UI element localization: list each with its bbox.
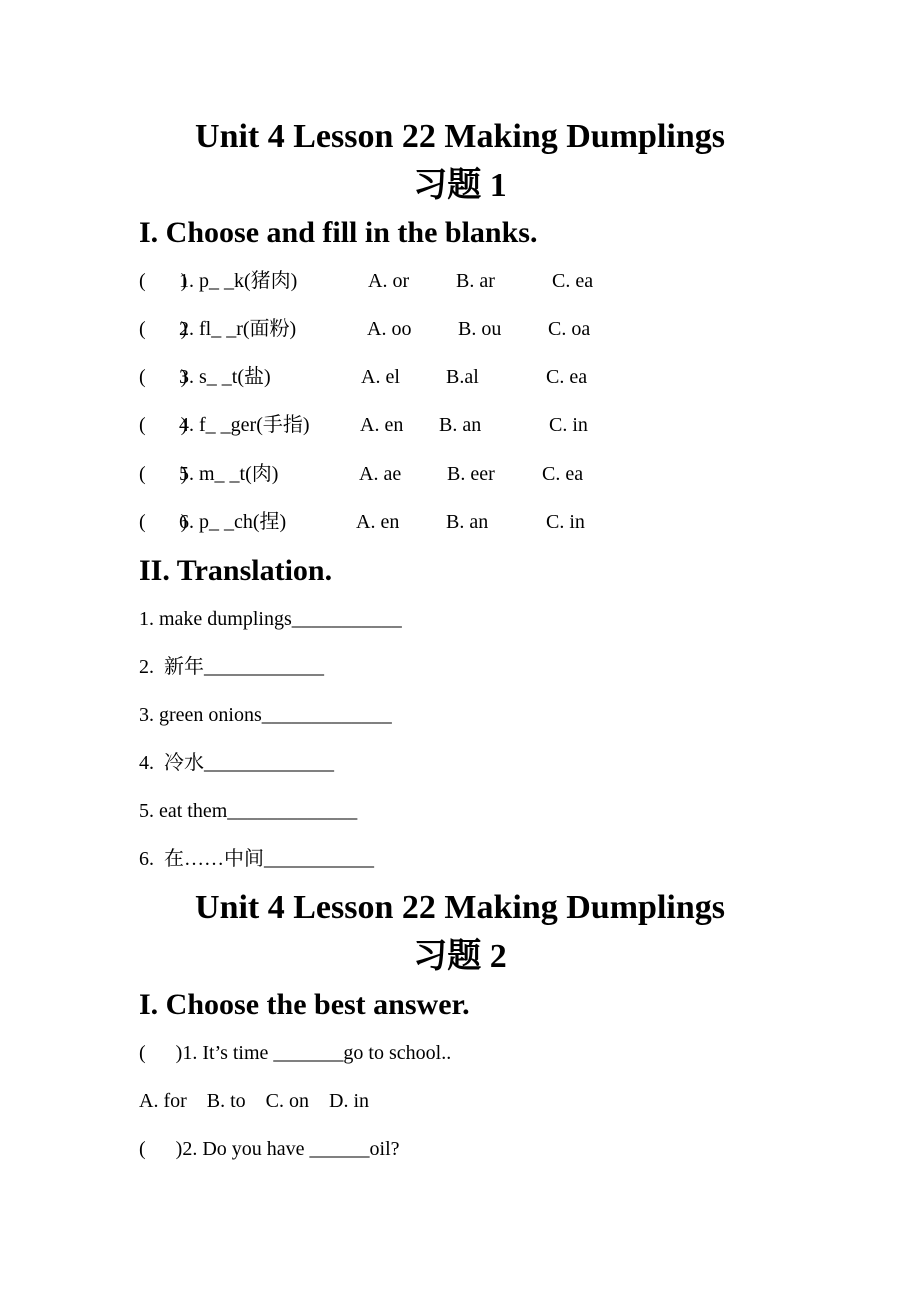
question-1-options: A. for B. to C. on D. in <box>139 1090 369 1112</box>
option-c: C. in <box>546 511 585 533</box>
page-title-2: Unit 4 Lesson 22 Making Dumplings <box>195 889 725 926</box>
page-title: Unit 4 Lesson 22 Making Dumplings <box>195 118 725 155</box>
question-text: 2. fl_ _r(面粉) <box>179 318 297 340</box>
option-a: A. ae <box>359 463 402 485</box>
question-text: 6. p_ _ch(捏) <box>179 511 287 533</box>
option-a: A. en <box>356 511 400 533</box>
option-b: B. eer <box>447 463 495 485</box>
option-a: A. or <box>368 270 410 292</box>
option-a: A. en <box>360 414 404 436</box>
option-c: C. ea <box>542 463 584 485</box>
exercise-2-heading: 习题 2 <box>413 938 507 975</box>
question-text: 1. p_ _k(猪肉) <box>179 270 298 292</box>
exercise-1-heading: 习题 1 <box>413 167 507 204</box>
option-c: C. oa <box>548 318 591 340</box>
list-item[interactable]: 1. make dumplings___________ <box>139 608 402 630</box>
option-b: B. an <box>439 414 482 436</box>
option-c: C. in <box>549 414 588 436</box>
list-item[interactable]: 3. green onions_____________ <box>139 704 392 726</box>
answer-blank[interactable]: ( ) <box>139 366 188 388</box>
question-2[interactable]: ( )2. Do you have ______oil? <box>139 1138 400 1160</box>
question-text: 4. f_ _ger(手指) <box>179 414 310 436</box>
option-b: B. an <box>446 511 489 533</box>
answer-blank[interactable]: ( ) <box>139 318 188 340</box>
answer-blank[interactable]: ( ) <box>139 463 188 485</box>
list-item[interactable]: 6. 在……中间___________ <box>139 848 374 870</box>
question-text: 3. s_ _t(盐) <box>179 366 271 388</box>
question-1[interactable]: ( )1. It’s time _______go to school.. <box>139 1042 452 1064</box>
list-item[interactable]: 2. 新年____________ <box>139 656 324 678</box>
section-best-answer: I. Choose the best answer. <box>139 988 470 1021</box>
section-choose-fill: I. Choose and fill in the blanks. <box>139 216 538 249</box>
option-c: C. ea <box>552 270 594 292</box>
answer-blank[interactable]: ( ) <box>139 414 188 436</box>
section-translation: II. Translation. <box>139 554 333 587</box>
option-c: C. ea <box>546 366 588 388</box>
option-a: A. el <box>361 366 400 388</box>
option-b: B.al <box>446 366 479 388</box>
list-item[interactable]: 5. eat them_____________ <box>139 800 358 822</box>
list-item[interactable]: 4. 冷水_____________ <box>139 752 334 774</box>
answer-blank[interactable]: ( ) <box>139 511 188 533</box>
option-b: B. ou <box>458 318 502 340</box>
answer-blank[interactable]: ( ) <box>139 270 188 292</box>
question-text: 5. m_ _t(肉) <box>179 463 279 485</box>
option-a: A. oo <box>367 318 412 340</box>
option-b: B. ar <box>456 270 495 292</box>
